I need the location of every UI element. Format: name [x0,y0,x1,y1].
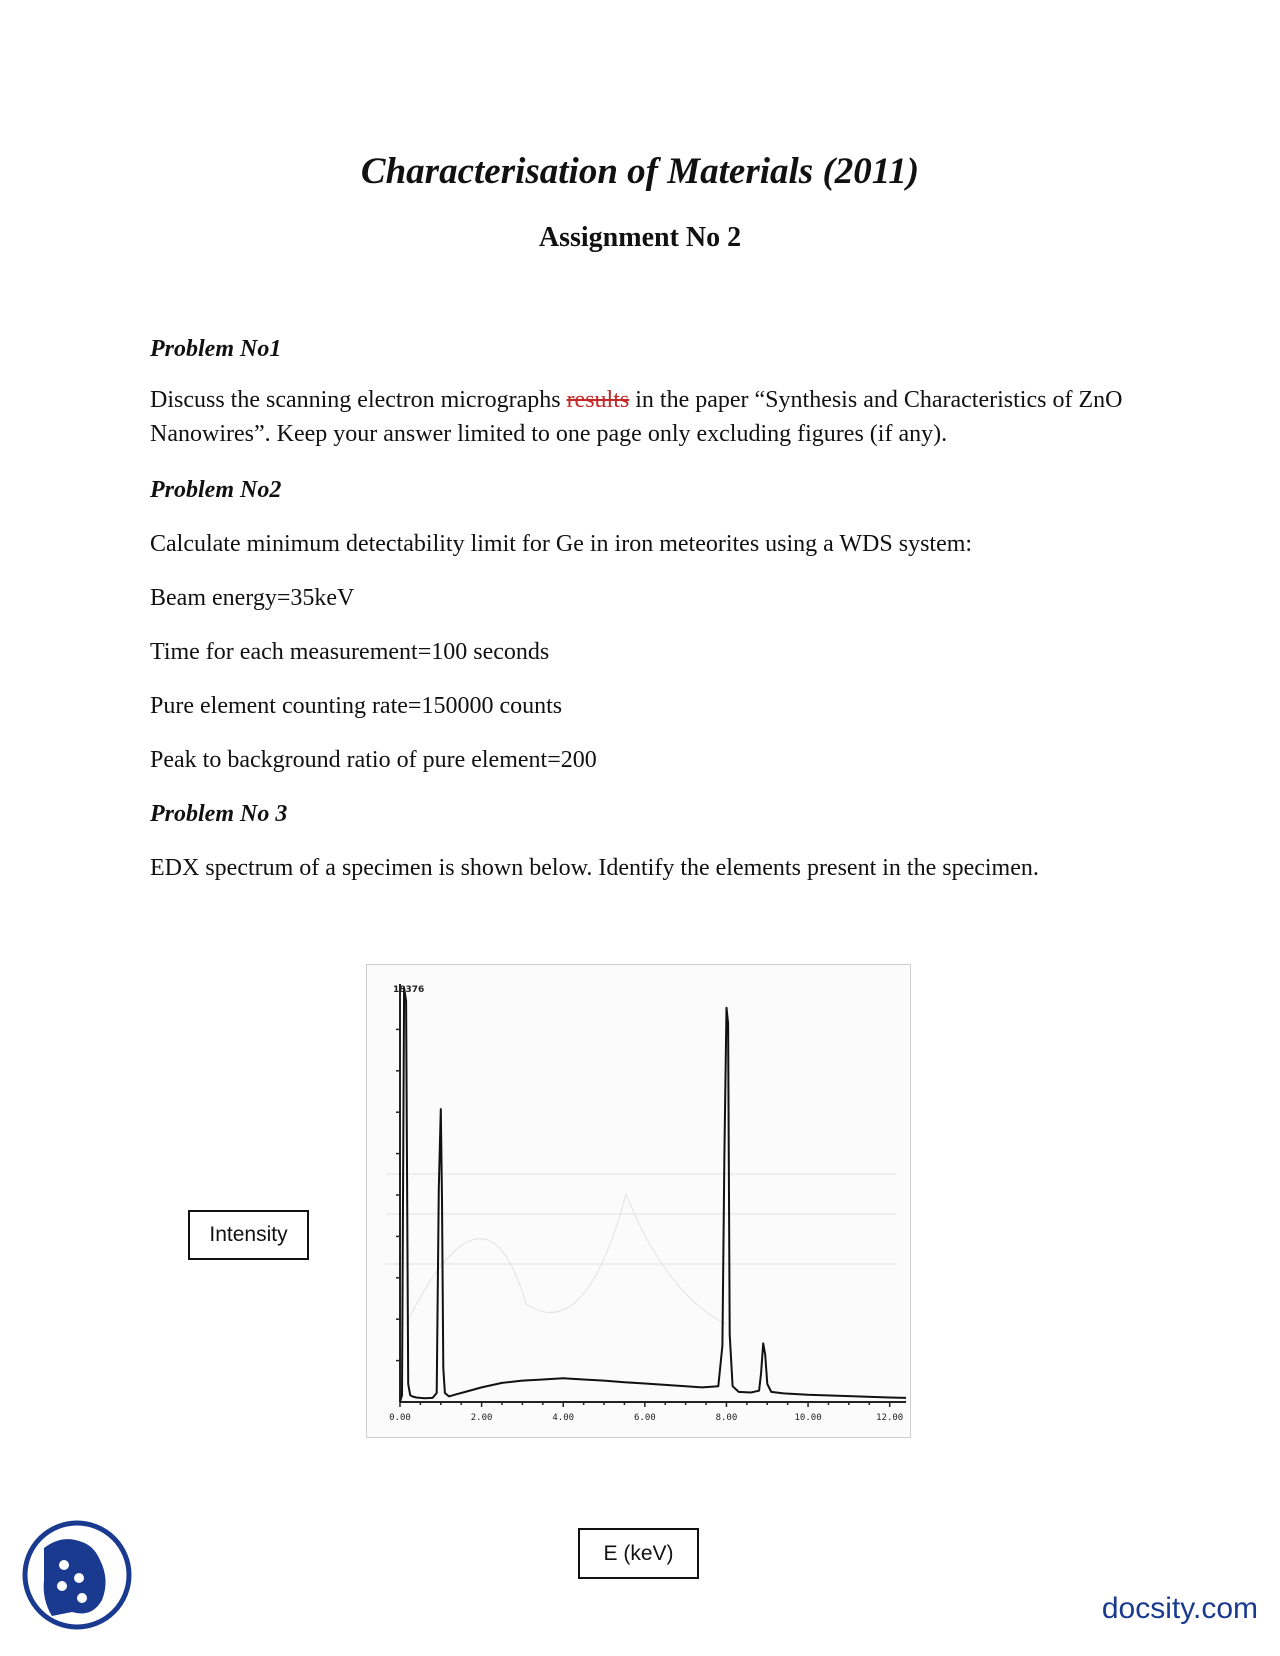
edx-spectrum-chart [366,964,911,1438]
docsity-watermark: docsity.com [1101,1592,1258,1625]
docsity-logo-icon [22,1520,132,1630]
problem1-text-before: Discuss the scanning electron micrographs [150,387,567,413]
page-subtitle: Assignment No 2 [538,222,742,253]
x-tick-label: 2.00 [470,1413,493,1423]
struck-word: results [566,387,630,413]
problem3-heading: Problem No 3 [150,801,288,827]
problem2-intro: Calculate minimum detectability limit for Ge in iron meteorites using a WDS system: [150,531,973,557]
x-tick-label: 6.00 [633,1413,656,1423]
x-tick-label: 8.00 [715,1413,738,1423]
max-count-label: 18376 [393,985,425,995]
logo-dot [74,1573,84,1583]
page-title: Characterisation of Materials (2011) [360,151,920,192]
problem2-counting-rate: Pure element counting rate=150000 counts [150,693,563,719]
x-tick-label: 10.00 [794,1413,822,1423]
problem1-text [150,383,1140,451]
problem2-heading: Problem No2 [150,477,282,503]
problem2-peak-background-ratio: Peak to background ratio of pure element=200 [150,747,597,773]
x-tick-label: 12.00 [876,1413,904,1423]
logo-dot [57,1581,67,1591]
problem1-heading: Problem No1 [150,336,282,362]
problem3-text: EDX spectrum of a specimen is shown below. Identify the elements present in the specimen. [150,855,1039,881]
problem1-text-after: in the paper “Synthesis and Characteristics of ZnO Nanowires”. Keep your answer limited to one page only excluding figures (if any). [150,387,1123,447]
energy-label-box: E (keV) [578,1528,699,1579]
problem2-beam-energy: Beam energy=35keV [150,585,355,611]
logo-dot [59,1560,69,1570]
x-tick-label: 4.00 [552,1413,575,1423]
intensity-label-box: Intensity [188,1210,309,1260]
logo-dot [77,1593,87,1603]
x-tick-label: 0.00 [389,1413,411,1423]
problem2-measurement-time: Time for each measurement=100 seconds [150,639,550,665]
chart-frame [367,965,911,1438]
